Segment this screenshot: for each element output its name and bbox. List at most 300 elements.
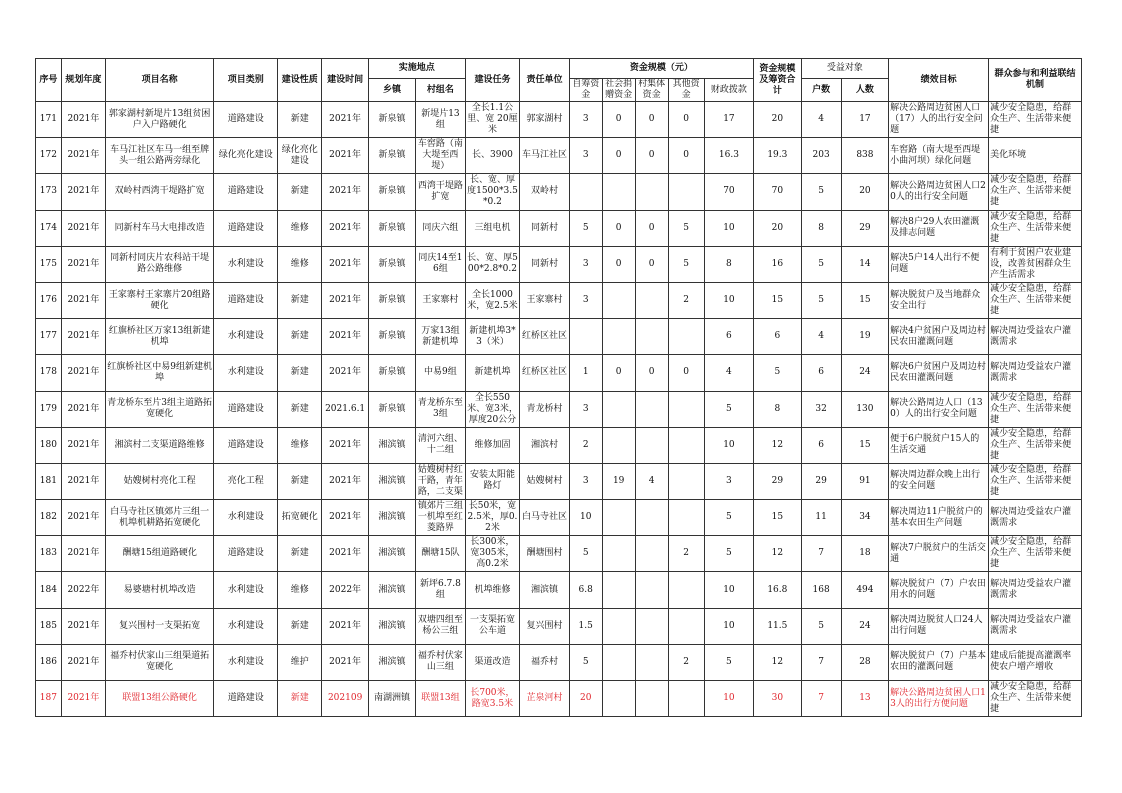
cell-collective [635,174,668,210]
cell-total: 11.5 [754,608,801,644]
cell-village: 酬塘15队 [416,536,465,572]
cell-social [602,500,635,536]
cell-fiscal: 5 [704,644,753,680]
header-unit: 责任单位 [520,59,569,102]
cell-seq: 176 [36,282,62,318]
cell-collective [635,536,668,572]
cell-nature: 维护 [278,644,322,680]
cell-time: 2021年 [322,355,368,391]
cell-fiscal: 10 [704,572,753,608]
cell-time: 2021年 [322,536,368,572]
cell-name: 福乔村伏家山三组渠道拓宽硬化 [106,644,214,680]
cell-name: 姑嫂树村亮化工程 [106,463,214,499]
cell-people: 17 [841,102,888,138]
table-row [36,355,1082,391]
cell-unit: 酬塘围村 [520,536,569,572]
cell-category: 水利建设 [214,608,278,644]
cell-self: 20 [569,681,602,717]
cell-village: 同庆14至16组 [416,246,465,282]
cell-name: 红旗桥社区中易9组新建机埠 [106,355,214,391]
cell-self: 1 [569,355,602,391]
cell-households: 7 [801,536,841,572]
cell-time: 2022年 [322,572,368,608]
cell-village: 中易9组 [416,355,465,391]
cell-unit: 郭家湖村 [520,102,569,138]
header-fiscal: 财政拨款 [704,79,753,102]
cell-category: 绿化亮化建设 [214,138,278,174]
cell-total: 15 [754,500,801,536]
cell-town: 新泉镇 [368,391,415,427]
header-category: 项目类别 [214,59,278,102]
cell-collective: 0 [635,138,668,174]
cell-seq: 185 [36,608,62,644]
cell-nature: 绿化亮化建设 [278,138,322,174]
cell-nature: 新建 [278,463,322,499]
table-row [36,391,1082,427]
cell-town: 湘滨镇 [368,427,415,463]
cell-self: 3 [569,463,602,499]
cell-category: 道路建设 [214,427,278,463]
cell-social [602,572,635,608]
cell-time: 2021年 [322,463,368,499]
cell-mechanism: 有利于贫困户农业建设，改善贫困群众生产生活需求 [989,246,1082,282]
cell-year: 2021年 [61,681,105,717]
header-location: 实施地点 [368,59,465,79]
table-row [36,681,1082,717]
cell-goal: 解决7户脱贫户的生活交通 [889,536,989,572]
cell-collective [635,608,668,644]
cell-nature: 维修 [278,572,322,608]
cell-nature: 新建 [278,608,322,644]
cell-collective [635,644,668,680]
table-row [36,102,1082,138]
cell-unit: 复兴围村 [520,608,569,644]
cell-time: 2021年 [322,500,368,536]
cell-category: 水利建设 [214,572,278,608]
header-task: 建设任务 [465,59,520,102]
cell-fiscal: 8 [704,246,753,282]
cell-social [602,319,635,355]
cell-category: 水利建设 [214,246,278,282]
header-time: 建设时间 [322,59,368,102]
cell-fiscal: 5 [704,536,753,572]
cell-collective: 0 [635,246,668,282]
cell-year: 2021年 [61,282,105,318]
cell-fiscal: 10 [704,210,753,246]
cell-total: 15 [754,282,801,318]
cell-collective [635,500,668,536]
cell-name: 红旗桥社区万家13组新建机埠 [106,319,214,355]
cell-time: 202109 [322,681,368,717]
cell-people: 494 [841,572,888,608]
cell-unit: 王家寨村 [520,282,569,318]
header-households: 户数 [801,79,841,102]
cell-year: 2021年 [61,463,105,499]
cell-time: 2021年 [322,319,368,355]
cell-nature: 维修 [278,246,322,282]
cell-other [668,174,704,210]
cell-self: 3 [569,246,602,282]
cell-town: 湘滨镇 [368,463,415,499]
cell-other [668,681,704,717]
cell-mechanism: 解决周边受益农户灌溉需求 [989,572,1082,608]
cell-households: 6 [801,355,841,391]
cell-mechanism: 解决周边受益农户灌溉需求 [989,319,1082,355]
cell-time: 2021年 [322,644,368,680]
cell-collective [635,427,668,463]
cell-total: 20 [754,102,801,138]
header-people: 人数 [841,79,888,102]
cell-collective [635,572,668,608]
cell-unit: 福乔村 [520,644,569,680]
cell-collective: 0 [635,102,668,138]
cell-fiscal: 17 [704,102,753,138]
cell-people: 20 [841,174,888,210]
cell-village: 新堤片13组 [416,102,465,138]
cell-category: 道路建设 [214,391,278,427]
cell-nature: 维修 [278,210,322,246]
cell-self: 6.8 [569,572,602,608]
cell-time: 2021年 [322,246,368,282]
cell-people: 13 [841,681,888,717]
cell-people: 24 [841,355,888,391]
cell-nature: 拓宽硬化 [278,500,322,536]
cell-other [668,391,704,427]
project-table [35,58,1082,717]
cell-mechanism: 减少安全隐患，给群众生产、生活带来便捷 [989,391,1082,427]
cell-unit: 白马寺社区 [520,500,569,536]
cell-task: 三组电机 [465,210,520,246]
cell-mechanism: 减少安全隐患，给群众生产、生活带来便捷 [989,427,1082,463]
cell-task: 新建机埠 [465,355,520,391]
cell-year: 2021年 [61,138,105,174]
table-row [36,500,1082,536]
cell-total: 30 [754,681,801,717]
cell-other: 5 [668,246,704,282]
cell-self: 3 [569,138,602,174]
cell-name: 青龙桥东至片3组主道路拓宽硬化 [106,391,214,427]
cell-collective [635,391,668,427]
cell-time: 2021.6.1 [322,391,368,427]
cell-name: 联盟13组公路硬化 [106,681,214,717]
cell-task: 全长550米、宽3米，厚度20公分 [465,391,520,427]
cell-unit: 姑嫂树村 [520,463,569,499]
cell-nature: 新建 [278,102,322,138]
cell-unit: 芷泉河村 [520,681,569,717]
cell-social [602,644,635,680]
header-seq: 序号 [36,59,62,102]
cell-households: 203 [801,138,841,174]
cell-self: 2 [569,427,602,463]
cell-town: 新泉镇 [368,355,415,391]
cell-households: 5 [801,246,841,282]
cell-fiscal: 3 [704,463,753,499]
cell-seq: 184 [36,572,62,608]
cell-village: 万家13组新建机埠 [416,319,465,355]
cell-other: 2 [668,536,704,572]
cell-collective [635,681,668,717]
cell-social: 0 [602,355,635,391]
cell-town: 湘滨镇 [368,500,415,536]
cell-households: 29 [801,463,841,499]
cell-other: 2 [668,282,704,318]
cell-social: 0 [602,138,635,174]
cell-households: 7 [801,644,841,680]
cell-seq: 179 [36,391,62,427]
cell-year: 2021年 [61,644,105,680]
header-town: 乡镇 [368,79,415,102]
cell-seq: 171 [36,102,62,138]
cell-people: 838 [841,138,888,174]
cell-mechanism: 减少安全隐患，给群众生产、生活带来便捷 [989,210,1082,246]
cell-year: 2021年 [61,500,105,536]
cell-fiscal: 10 [704,427,753,463]
cell-goal: 解决4户贫困户及周边村民农田灌溉问题 [889,319,989,355]
cell-town: 新泉镇 [368,246,415,282]
cell-time: 2021年 [322,282,368,318]
cell-other: 0 [668,102,704,138]
cell-collective: 0 [635,355,668,391]
cell-nature: 新建 [278,355,322,391]
cell-time: 2021年 [322,608,368,644]
cell-goal: 解决公路周边贫困人口（17）人的出行安全问题 [889,102,989,138]
cell-year: 2021年 [61,246,105,282]
cell-mechanism: 建成后能提高灌溉率使农户增产增收 [989,644,1082,680]
cell-other [668,500,704,536]
header-self: 自筹资金 [569,79,602,102]
cell-self: 10 [569,500,602,536]
header-goal: 绩效目标 [889,59,989,102]
cell-total: 12 [754,644,801,680]
table-row [36,644,1082,680]
cell-unit: 红桥区社区 [520,355,569,391]
cell-total: 12 [754,427,801,463]
cell-seq: 175 [36,246,62,282]
table-row [36,282,1082,318]
cell-category: 道路建设 [214,210,278,246]
cell-self [569,174,602,210]
cell-nature: 新建 [278,319,322,355]
cell-unit: 红桥区社区 [520,319,569,355]
cell-people: 19 [841,319,888,355]
table-row [36,174,1082,210]
cell-nature: 新建 [278,536,322,572]
cell-fiscal: 16.3 [704,138,753,174]
cell-category: 水利建设 [214,319,278,355]
cell-seq: 181 [36,463,62,499]
cell-goal: 解决公路周边贫困人口20人的出行安全问题 [889,174,989,210]
cell-fiscal: 5 [704,391,753,427]
cell-seq: 174 [36,210,62,246]
cell-self: 1.5 [569,608,602,644]
cell-goal: 解决脱贫户（7）户农田用水的问题 [889,572,989,608]
cell-social [602,681,635,717]
cell-social: 0 [602,102,635,138]
cell-other: 0 [668,138,704,174]
cell-collective [635,282,668,318]
cell-seq: 172 [36,138,62,174]
cell-unit: 车马江社区 [520,138,569,174]
header-village: 村组名 [416,79,465,102]
cell-category: 亮化工程 [214,463,278,499]
cell-mechanism: 解决周边受益农户灌溉需求 [989,355,1082,391]
cell-fiscal: 10 [704,282,753,318]
cell-other [668,319,704,355]
cell-mechanism: 解决周边受益农户灌溉需求 [989,608,1082,644]
cell-unit: 湘滨镇 [520,572,569,608]
cell-seq: 180 [36,427,62,463]
cell-goal: 解决8户29人农田灌溉及排志问题 [889,210,989,246]
cell-town: 南湖洲镇 [368,681,415,717]
cell-people: 130 [841,391,888,427]
cell-fiscal: 6 [704,319,753,355]
cell-nature: 新建 [278,391,322,427]
table-row [36,536,1082,572]
cell-other [668,463,704,499]
cell-name: 易婆塘村机埠改造 [106,572,214,608]
cell-unit: 双岭村 [520,174,569,210]
cell-households: 4 [801,102,841,138]
cell-village: 双塘四组至杨公三组 [416,608,465,644]
cell-total: 8 [754,391,801,427]
cell-year: 2021年 [61,355,105,391]
cell-social [602,608,635,644]
cell-self [569,319,602,355]
cell-seq: 187 [36,681,62,717]
cell-mechanism: 减少安全隐患，给群众生产、生活带来便捷 [989,102,1082,138]
cell-collective [635,319,668,355]
cell-social [602,282,635,318]
cell-people: 15 [841,427,888,463]
cell-households: 11 [801,500,841,536]
cell-households: 5 [801,174,841,210]
table-row [36,246,1082,282]
cell-other [668,572,704,608]
cell-mechanism: 减少安全隐患，给群众生产、生活带来便捷 [989,282,1082,318]
cell-households: 32 [801,391,841,427]
cell-mechanism: 减少安全隐患，给群众生产、生活带来便捷 [989,681,1082,717]
cell-total: 19.3 [754,138,801,174]
cell-people: 34 [841,500,888,536]
cell-task: 安装太阳能路灯 [465,463,520,499]
cell-seq: 183 [36,536,62,572]
cell-unit: 湘滨村 [520,427,569,463]
table-row [36,608,1082,644]
cell-town: 新泉镇 [368,319,415,355]
cell-task: 长、宽、厚500*2.8*0.2 [465,246,520,282]
cell-task: 长、宽、厚度1500*3.5*0.2 [465,174,520,210]
cell-total: 20 [754,210,801,246]
cell-task: 全长1.1公里、宽 20厘米 [465,102,520,138]
cell-task: 长50米，宽2.5米，厚0.2米 [465,500,520,536]
table-row [36,427,1082,463]
cell-town: 新泉镇 [368,102,415,138]
cell-people: 91 [841,463,888,499]
cell-social: 0 [602,210,635,246]
cell-goal: 解决公路周边人口（130）人的出行安全问题 [889,391,989,427]
cell-goal: 解决脱贫户及当地群众安全出行 [889,282,989,318]
cell-category: 道路建设 [214,681,278,717]
cell-fiscal: 10 [704,608,753,644]
cell-goal: 解决5户14人出行不便问题 [889,246,989,282]
table-row [36,210,1082,246]
cell-name: 复兴围村一支渠拓宽 [106,608,214,644]
cell-fiscal: 5 [704,500,753,536]
cell-total: 29 [754,463,801,499]
cell-year: 2021年 [61,102,105,138]
cell-year: 2021年 [61,391,105,427]
cell-households: 8 [801,210,841,246]
cell-name: 双岭村西湾干堤路扩宽 [106,174,214,210]
cell-name: 王家寨村王家寨片20组路硬化 [106,282,214,318]
cell-self: 5 [569,644,602,680]
cell-town: 新泉镇 [368,174,415,210]
cell-task: 长300米，宽305米，高0.2米 [465,536,520,572]
cell-nature: 维修 [278,427,322,463]
cell-goal: 解决公路周边贫困人口13人的出行方便问题 [889,681,989,717]
cell-town: 新泉镇 [368,138,415,174]
header-total: 资金规模及筹资合计 [754,59,801,102]
cell-task: 机埠维修 [465,572,520,608]
header-collective: 村集体资金 [635,79,668,102]
cell-self: 5 [569,536,602,572]
cell-time: 2021年 [322,427,368,463]
table-row [36,463,1082,499]
cell-name: 同新村同庆片农科站干堤路公路维修 [106,246,214,282]
cell-village: 王家寨村 [416,282,465,318]
cell-time: 2021年 [322,210,368,246]
cell-village: 福乔村伏家山三组 [416,644,465,680]
cell-fiscal: 4 [704,355,753,391]
cell-village: 青龙桥东至3组 [416,391,465,427]
table-body [36,102,1082,717]
cell-social: 19 [602,463,635,499]
cell-total: 16.8 [754,572,801,608]
cell-goal: 解决6户贫困户及周边村民农田灌溉问题 [889,355,989,391]
table-row [36,138,1082,174]
cell-village: 清河六组、十二组 [416,427,465,463]
cell-village: 联盟13组 [416,681,465,717]
cell-seq: 182 [36,500,62,536]
header-name: 项目名称 [106,59,214,102]
cell-households: 4 [801,319,841,355]
cell-village: 姑嫂树村红干路，青年路，二支渠 [416,463,465,499]
cell-town: 湘滨镇 [368,644,415,680]
cell-total: 16 [754,246,801,282]
cell-year: 2021年 [61,210,105,246]
table-row [36,319,1082,355]
cell-goal: 解决周边11户脱贫户的基本农田生产问题 [889,500,989,536]
cell-time: 2021年 [322,174,368,210]
cell-category: 水利建设 [214,500,278,536]
cell-town: 湘滨镇 [368,572,415,608]
cell-name: 同新村车马大电排改造 [106,210,214,246]
cell-category: 道路建设 [214,282,278,318]
cell-mechanism: 减少安全隐患，给群众生产、生活带来便捷 [989,536,1082,572]
cell-collective: 0 [635,210,668,246]
table-row [36,572,1082,608]
cell-seq: 173 [36,174,62,210]
header-other: 其他资金 [668,79,704,102]
cell-village: 新坪6.7.8组 [416,572,465,608]
cell-self: 3 [569,102,602,138]
cell-task: 渠道改造 [465,644,520,680]
cell-task: 长700米，路宽3.5米 [465,681,520,717]
cell-households: 6 [801,427,841,463]
cell-year: 2022年 [61,572,105,608]
header-benefit: 受益对象 [801,59,889,79]
cell-task: 新建机埠3*3（米） [465,319,520,355]
